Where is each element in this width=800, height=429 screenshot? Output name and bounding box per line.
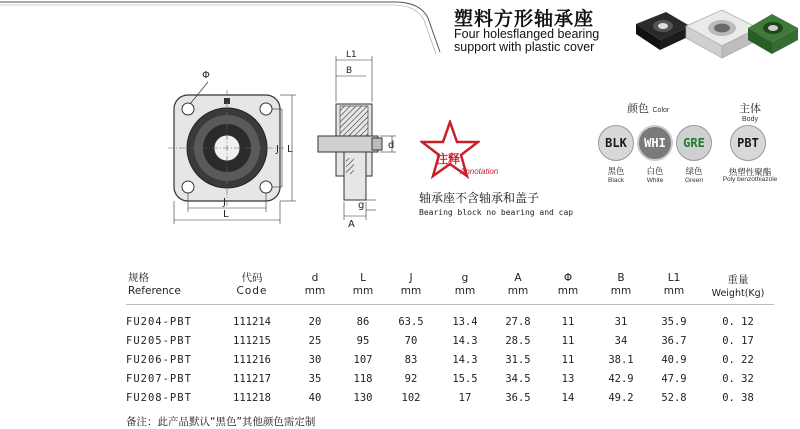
footnote: 备注：此产品默认“黑色”其他颜色需定制: [126, 416, 316, 428]
cell-code: 111218: [233, 392, 271, 404]
header-b: B mm: [610, 272, 632, 297]
cell-phi: 11: [561, 335, 575, 347]
header-code: 代码 Code: [236, 272, 268, 297]
cell-reference: FU206-PBT: [126, 354, 192, 366]
body-material-cn: 热塑性聚酯: [728, 168, 772, 178]
header-weight: 重量 Weight(Kg): [711, 274, 765, 299]
cell-g: 13.4: [452, 316, 478, 328]
annotation-note-en: Bearing block no bearing and cap: [419, 208, 574, 217]
cell-b: 49.2: [608, 392, 634, 404]
cell-reference: FU204-PBT: [126, 316, 192, 328]
header-j: J mm: [400, 272, 422, 297]
technical-drawing: [150, 40, 420, 230]
cell-l: 95: [356, 335, 370, 347]
dim-g: g: [358, 200, 365, 211]
cell-a: 36.5: [505, 392, 531, 404]
header-d: d mm: [304, 272, 326, 297]
cell-phi: 14: [561, 392, 575, 404]
cell-weight: 0. 32: [722, 373, 754, 385]
cell-d: 25: [308, 335, 322, 347]
side-view: [318, 104, 382, 200]
cell-j: 63.5: [398, 316, 424, 328]
dim-b: B: [346, 66, 353, 76]
cell-l1: 36.7: [661, 335, 687, 347]
cell-d: 35: [308, 373, 322, 385]
cell-l1: 52.8: [661, 392, 687, 404]
badge-whi: WHI: [637, 125, 673, 161]
cell-j: 70: [404, 335, 418, 347]
header-g: g mm: [454, 272, 476, 297]
color-badge-black: BLK 黑色 Black: [598, 125, 638, 184]
cell-d: 30: [308, 354, 322, 366]
cell-weight: 0. 12: [722, 316, 754, 328]
cell-l1: 35.9: [661, 316, 687, 328]
cell-b: 34: [614, 335, 628, 347]
cell-b: 31: [614, 316, 628, 328]
front-view: [168, 82, 286, 206]
cell-l: 118: [353, 373, 373, 385]
header-phi: Φ mm: [557, 272, 579, 297]
cell-l1: 47.9: [661, 373, 687, 385]
cell-phi: 11: [561, 316, 575, 328]
dim-j-right: J: [276, 144, 279, 155]
cell-a: 34.5: [505, 373, 531, 385]
black-bearing-housing: [636, 12, 690, 50]
cell-l: 107: [353, 354, 373, 366]
cell-j: 83: [404, 354, 418, 366]
green-bearing-housing: [748, 14, 798, 54]
cell-b: 42.9: [608, 373, 634, 385]
header-a: A mm: [507, 272, 529, 297]
dim-l1: L1: [346, 50, 357, 60]
cell-weight: 0. 17: [722, 335, 754, 347]
cell-l: 130: [353, 392, 373, 404]
table-divider: [126, 304, 774, 305]
dim-l-bottom: L: [223, 209, 229, 220]
color-badge-white: WHI 白色 White: [637, 125, 677, 184]
cell-a: 27.8: [505, 316, 531, 328]
cell-code: 111217: [233, 373, 271, 385]
product-title-en: Four holesflanged bearing support with plastic cover: [454, 27, 600, 54]
cell-weight: 0. 38: [722, 392, 754, 404]
cell-phi: 13: [561, 373, 575, 385]
cell-reference: FU208-PBT: [126, 392, 192, 404]
color-badge-green: GRE 绿色 Green: [676, 125, 716, 184]
badge-pbt: PBT: [730, 125, 766, 161]
white-bearing-housing: [686, 10, 758, 58]
product-photo: [630, 4, 800, 66]
cell-code: 111216: [233, 354, 271, 366]
header-l: L mm: [352, 272, 374, 297]
cell-l1: 40.9: [661, 354, 687, 366]
cell-g: 14.3: [452, 335, 478, 347]
cell-b: 38.1: [608, 354, 634, 366]
cell-j: 92: [404, 373, 418, 385]
cell-d: 20: [308, 316, 322, 328]
cell-a: 31.5: [505, 354, 531, 366]
cell-reference: FU207-PBT: [126, 373, 192, 385]
cell-g: 17: [458, 392, 472, 404]
cell-reference: FU205-PBT: [126, 335, 192, 347]
cell-g: 15.5: [452, 373, 478, 385]
cell-d: 40: [308, 392, 322, 404]
cell-code: 111214: [233, 316, 271, 328]
header-l1: L1 mm: [663, 272, 685, 297]
dim-phi: Φ: [202, 70, 210, 81]
cell-g: 14.3: [452, 354, 478, 366]
body-badge-pbt: [730, 125, 770, 161]
product-title-cn: 塑料方形轴承座: [454, 8, 595, 30]
cell-phi: 11: [561, 354, 575, 366]
body-material-en: Poly benzothiazole: [722, 176, 778, 183]
header-reference: 规格 Reference: [128, 272, 181, 297]
cell-j: 102: [401, 392, 421, 404]
dim-l-right: L: [287, 144, 293, 155]
body-legend-title: 主体 Body: [739, 102, 761, 123]
cell-a: 28.5: [505, 335, 531, 347]
dim-d: d: [388, 140, 395, 151]
color-legend-title: 颜色 Color: [627, 102, 670, 115]
annotation-stamp-cn: 注释: [436, 152, 461, 166]
dim-j: J: [223, 197, 226, 208]
cell-code: 111215: [233, 335, 271, 347]
annotation-note-cn: 轴承座不含轴承和盖子: [419, 191, 540, 205]
annotation-stamp-en: Annotation: [460, 167, 499, 176]
badge-gre: GRE: [676, 125, 712, 161]
badge-blk: BLK: [598, 125, 634, 161]
dim-a: A: [348, 219, 355, 230]
cell-l: 86: [356, 316, 370, 328]
cell-weight: 0. 22: [722, 354, 754, 366]
